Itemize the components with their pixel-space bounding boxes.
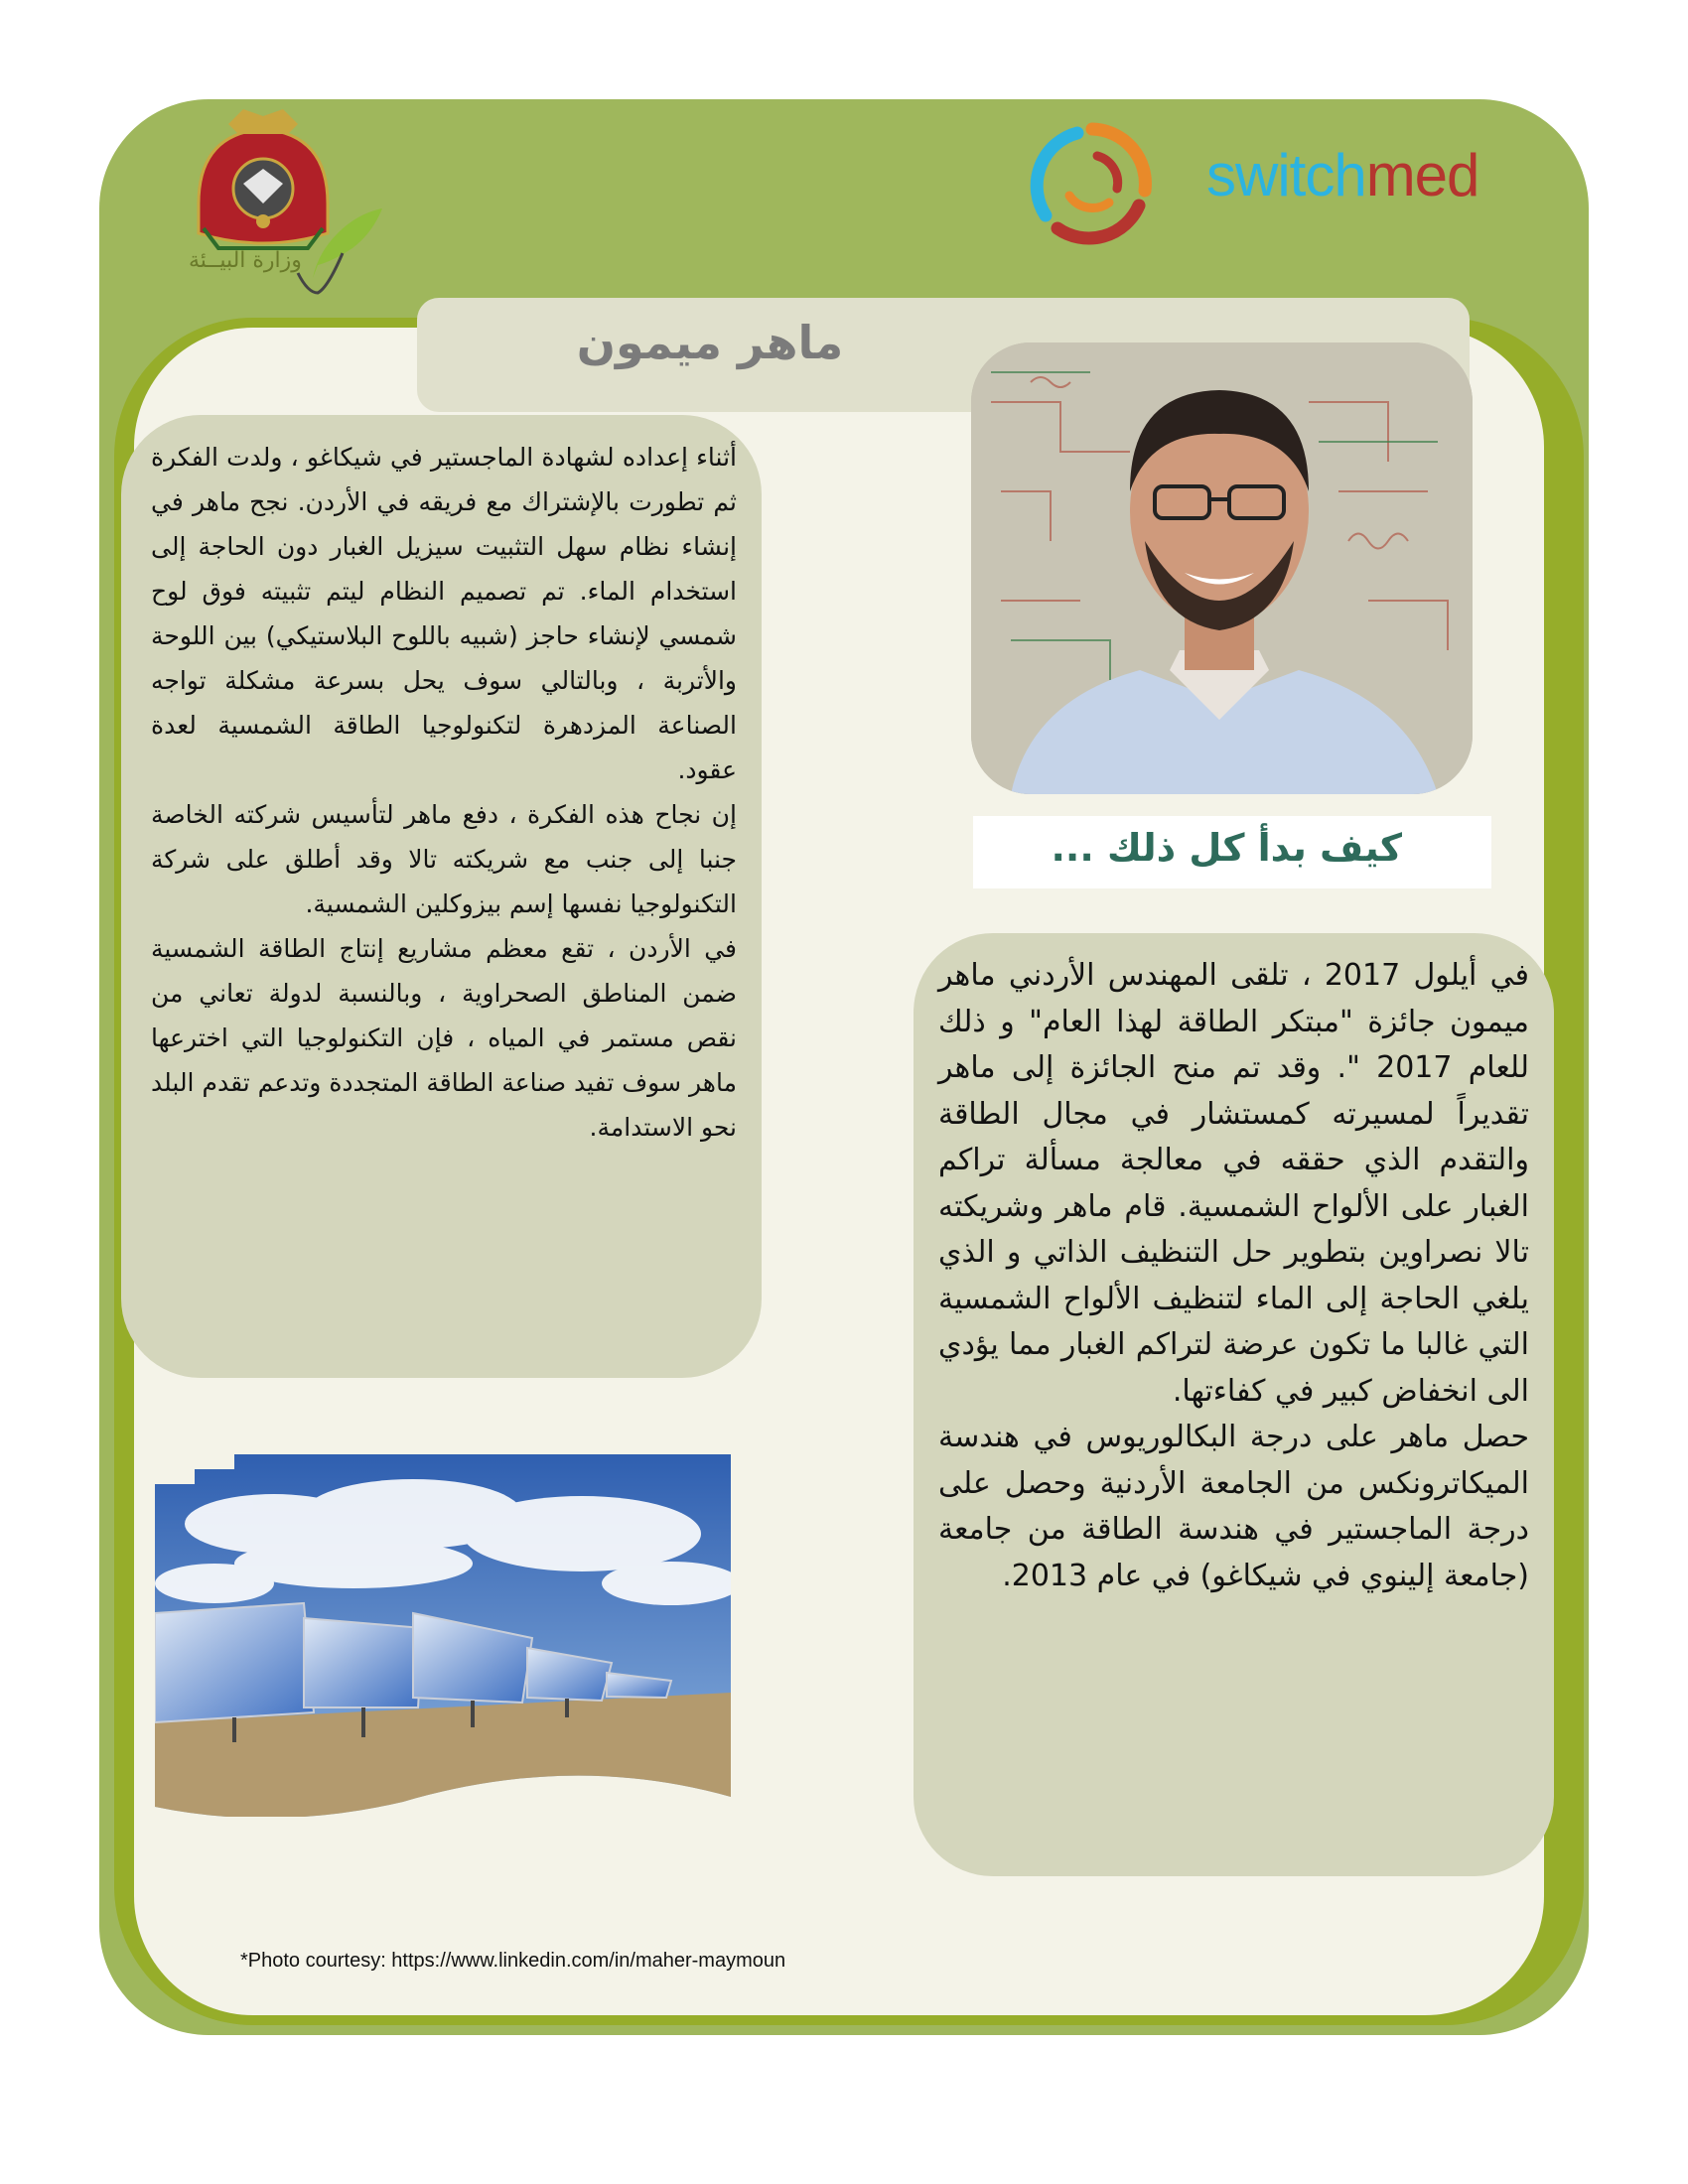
wordmark-part-med: med: [1365, 142, 1479, 208]
solar-field-photo: [155, 1454, 731, 1817]
solar-mirrors-icon: [155, 1454, 731, 1817]
switchmed-swirl-icon: [1018, 111, 1167, 255]
ministry-of-environment-logo: [169, 104, 407, 313]
switchmed-logo: [1018, 111, 1534, 255]
subheading-box: [973, 816, 1491, 888]
left-paragraph: إن نجاح هذه الفكرة ، دفع ماهر لتأسيس شركته الخاصة جنبا إلى جنب مع شريكته تالا وقد أطلق على شركة التكنولوجيا نفسها إسم بيزوكلين الشمسية.: [151, 800, 737, 918]
person-name: ماهر ميمون: [576, 316, 844, 369]
right-text-body: [938, 953, 1529, 1599]
switchmed-wordmark: [1206, 141, 1478, 209]
right-paragraph: حصل ماهر على درجة البكالوريوس في هندسة الميكاترونكس من الجامعة الأردنية وحصل على درجة الماجستير في هندسة الطاقة من جامعة (جامعة إلينوي في شيكاغو) في عام 2013.: [938, 1420, 1529, 1593]
person-portrait-icon: [971, 342, 1473, 794]
left-text-body: [151, 435, 737, 1150]
left-text-panel: [121, 415, 762, 1378]
portrait-photo: [971, 342, 1473, 794]
wordmark-part-switch: switch: [1206, 142, 1366, 208]
left-paragraph: أثناء إعداده لشهادة الماجستير في شيكاغو ، ولدت الفكرة ثم تطورت بالإشتراك مع فريقه في الأردن. نجح ماهر في إنشاء نظام سهل التثبيت سيزيل الغبار دون الحاجة إلى استخدام الماء. تم تصميم النظام ليتم تثبيته فوق لوح شمسي لإنشاء حاجز (شبيه باللوح البلاستيكي) بين اللوحة والأتربة ، وبالتالي سوف يحل بسرعة مشكلة تواجه الصناعة المزدهرة لتكنولوجيا الطاقة الشمسية لعدة عقود.: [151, 443, 737, 784]
ministry-caption: وزارة البيــئة: [189, 248, 302, 273]
section-subheading: كيف بدأ كل ذلك ...: [1051, 826, 1402, 870]
right-paragraph: في أيلول 2017 ، تلقى المهندس الأردني ماهر ميمون جائزة "مبتكر الطاقة لهذا العام" و ذلك للعام 2017 ". وقد تم منح الجائزة إلى ماهر تقديراً لمسيرته كمستشار في مجال الطاقة والتقدم الذي حققه في معالجة مسألة تراكم الغبار على الألواح الشمسية. قام ماهر وشريكته تالا نصراوين بتطوير حل التنظيف الذاتي و الذي يلغي الحاجة إلى الماء لتنظيف الألواح الشمسية التي غالبا ما تكون عرضة لتراكم الغبار مما يؤدي الى انخفاض كبير في كفاءتها.: [938, 958, 1529, 1409]
left-paragraph: في الأردن ، تقع معظم مشاريع إنتاج الطاقة الشمسية ضمن المناطق الصحراوية ، وبالنسبة لدولة تعاني من نقص مستمر في المياه ، فإن التكنولوجيا التي اخترعها ماهر سوف تفيد صناعة الطاقة المتجددة وتدعم تقدم البلد نحو الاستدامة.: [151, 934, 737, 1142]
right-text-panel: [914, 933, 1554, 1876]
coat-of-arms-icon: [169, 104, 407, 313]
photo-credit: *Photo courtesy: https://www.linkedin.com/in/maher-maymoun: [240, 1950, 786, 1972]
